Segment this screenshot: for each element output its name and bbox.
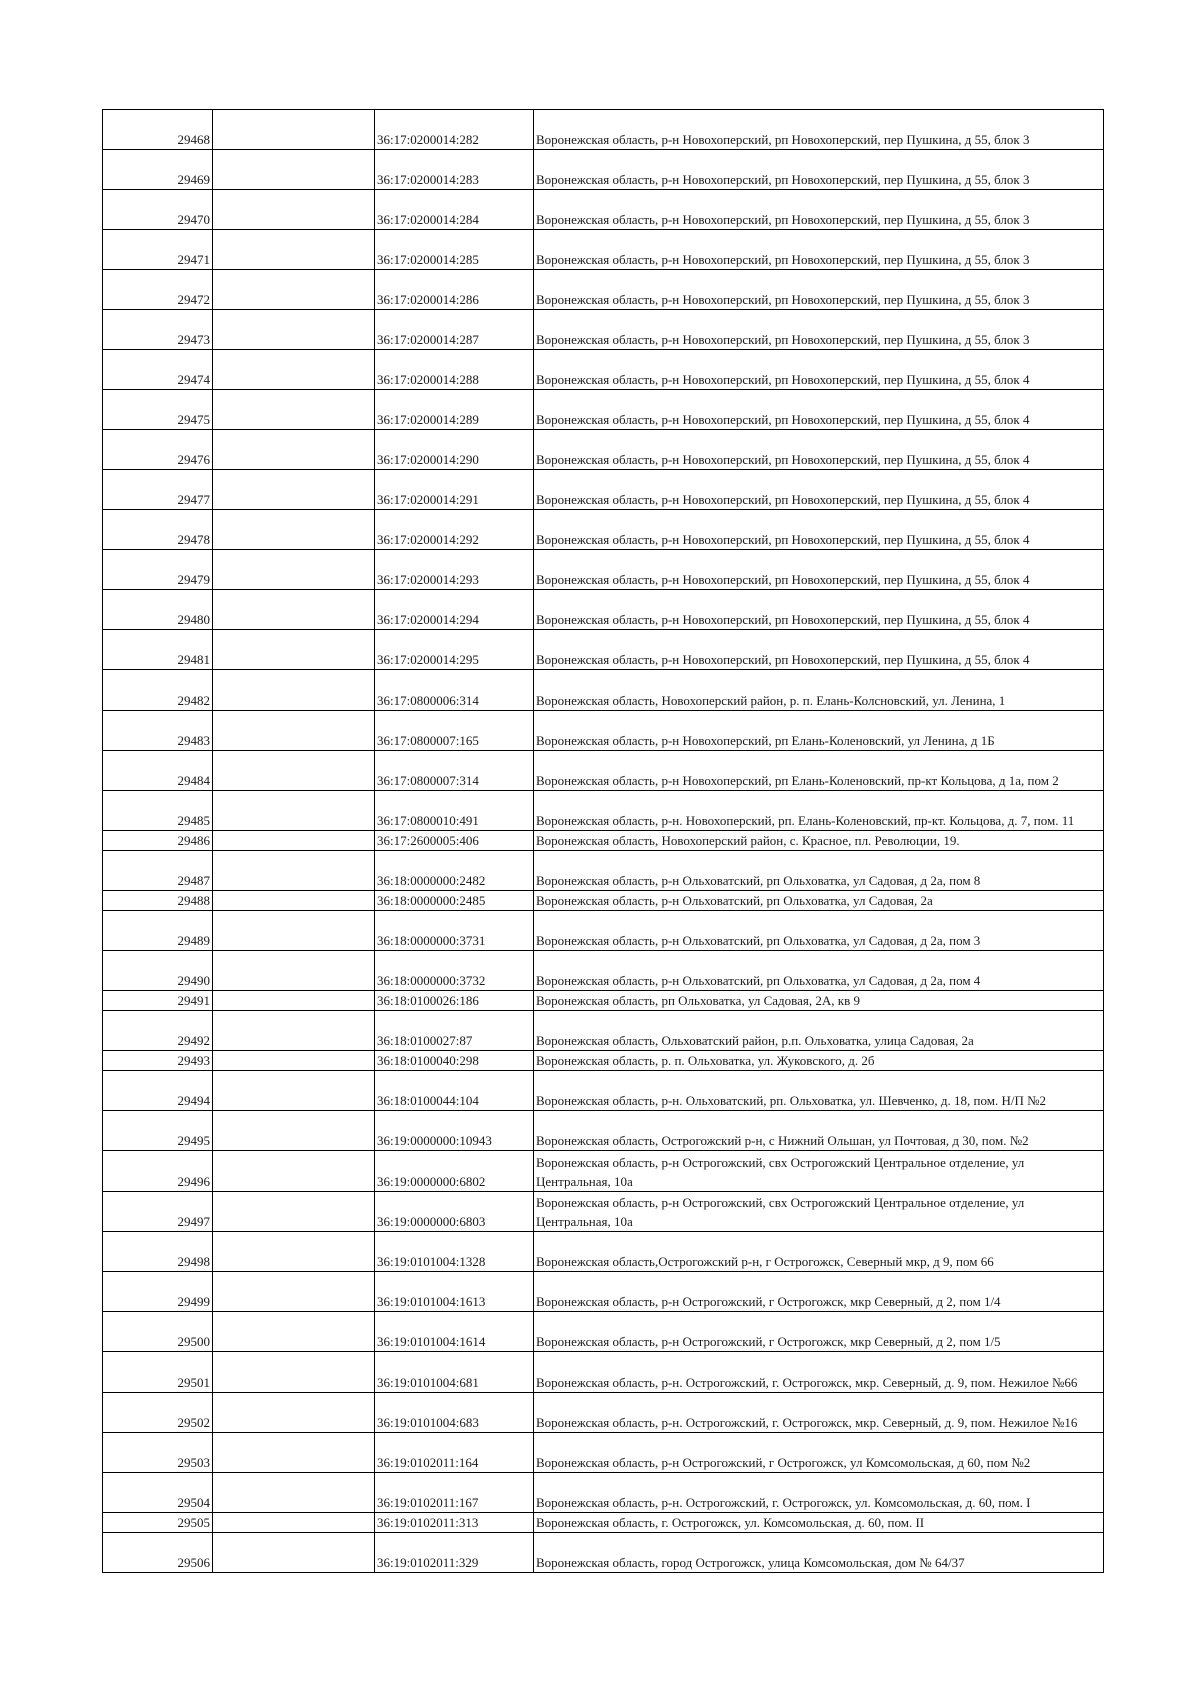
address-cell: Воронежская область, р-н Новохоперский, рп Елань-Коленовский, пр-кт Кольцова, д 1а, пом 2 (534, 751, 1104, 791)
address-cell: Воронежская область, р-н Новохоперский, рп Новохоперский, пер Пушкина, д 55, блок 4 (534, 470, 1104, 510)
cadastral-number-cell: 36:19:0101004:1328 (375, 1232, 534, 1272)
address-cell: Воронежская область, Острогожский р-н, с Нижний Ольшан, ул Почтовая, д 30, пом. №2 (534, 1111, 1104, 1151)
table-row (103, 1111, 1104, 1151)
cadastral-number-cell: 36:19:0101004:1614 (375, 1312, 534, 1352)
address-cell: Воронежская область, р-н Острогожский, г Острогожск, мкр Северный, д 2, пом 1/5 (534, 1312, 1104, 1352)
row-number-cell: 29486 (103, 831, 213, 851)
address-cell: Воронежская область, р-н Новохоперский, рп Новохоперский, пер Пушкина, д 55, блок 4 (534, 630, 1104, 670)
table-row (103, 430, 1104, 470)
row-number-cell: 29503 (103, 1433, 213, 1473)
cadastral-number-cell: 36:18:0100026:186 (375, 991, 534, 1011)
row-number-cell: 29495 (103, 1111, 213, 1151)
table-row (103, 590, 1104, 630)
address-cell: Воронежская область, р-н Новохоперский, рп Новохоперский, пер Пушкина, д 55, блок 4 (534, 590, 1104, 630)
address-cell: Воронежская область, р-н Ольховатский, рп Ольховатка, ул Садовая, 2а (534, 891, 1104, 911)
table-row (103, 350, 1104, 390)
empty-cell (213, 190, 375, 230)
cadastral-number-cell: 36:19:0102011:167 (375, 1473, 534, 1513)
cadastral-number-cell: 36:17:0800010:491 (375, 791, 534, 831)
table-row (103, 891, 1104, 911)
address-cell: Воронежская область, р-н Острогожский, свх Острогожский Центральное отделение, ул Центральная, 10а (534, 1192, 1104, 1232)
empty-cell (213, 270, 375, 310)
address-cell: Воронежская область, Ольховатский район, р.п. Ольховатка, улица Садовая, 2а (534, 1011, 1104, 1051)
empty-cell (213, 1011, 375, 1051)
empty-cell (213, 590, 375, 630)
cadastral-number-cell: 36:18:0000000:3732 (375, 951, 534, 991)
cadastral-number-cell: 36:19:0102011:329 (375, 1533, 534, 1573)
table-row (103, 190, 1104, 230)
cadastral-number-cell: 36:17:0200014:289 (375, 390, 534, 430)
table-row (103, 1312, 1104, 1352)
table-row (103, 1051, 1104, 1071)
address-cell: Воронежская область, р-н Новохоперский, рп Новохоперский, пер Пушкина, д 55, блок 3 (534, 150, 1104, 190)
row-number-cell: 29505 (103, 1513, 213, 1533)
table-row (103, 470, 1104, 510)
cadastral-number-cell: 36:17:0800007:165 (375, 711, 534, 751)
address-cell: Воронежская область, р-н Новохоперский, рп Новохоперский, пер Пушкина, д 55, блок 3 (534, 110, 1104, 150)
table-row (103, 851, 1104, 891)
cadastral-number-cell: 36:17:0200014:284 (375, 190, 534, 230)
table-row (103, 390, 1104, 430)
row-number-cell: 29489 (103, 911, 213, 951)
property-register-body (103, 110, 1104, 1573)
row-number-cell: 29492 (103, 1011, 213, 1051)
address-cell: Воронежская область, Новохоперский район, р. п. Елань-Колсновский, ул. Ленина, 1 (534, 670, 1104, 711)
empty-cell (213, 1312, 375, 1352)
table-row (103, 270, 1104, 310)
address-cell: Воронежская область, р-н Новохоперский, рп Новохоперский, пер Пушкина, д 55, блок 4 (534, 350, 1104, 390)
cadastral-number-cell: 36:17:0200014:295 (375, 630, 534, 670)
empty-cell (213, 550, 375, 590)
row-number-cell: 29471 (103, 230, 213, 270)
cadastral-number-cell: 36:17:0200014:287 (375, 310, 534, 350)
address-cell: Воронежская область, р-н. Острогожский, г. Острогожск, мкр. Северный, д. 9, пом. Нежилое №16 (534, 1393, 1104, 1433)
cadastral-number-cell: 36:17:0200014:290 (375, 430, 534, 470)
row-number-cell: 29483 (103, 711, 213, 751)
cadastral-number-cell: 36:17:0200014:282 (375, 110, 534, 150)
cadastral-number-cell: 36:18:0000000:3731 (375, 911, 534, 951)
cadastral-number-cell: 36:17:0800006:314 (375, 670, 534, 711)
table-row (103, 751, 1104, 791)
cadastral-number-cell: 36:17:0200014:291 (375, 470, 534, 510)
row-number-cell: 29470 (103, 190, 213, 230)
address-cell: Воронежская область, г. Острогожск, ул. Комсомольская, д. 60, пом. II (534, 1513, 1104, 1533)
empty-cell (213, 470, 375, 510)
row-number-cell: 29497 (103, 1192, 213, 1232)
row-number-cell: 29479 (103, 550, 213, 590)
address-cell: Воронежская область,Острогожский р-н, г Острогожск, Северный мкр, д 9, пом 66 (534, 1232, 1104, 1272)
address-cell: Воронежская область, р-н Ольховатский, рп Ольховатка, ул Садовая, д 2а, пом 8 (534, 851, 1104, 891)
empty-cell (213, 510, 375, 550)
cadastral-number-cell: 36:17:0200014:293 (375, 550, 534, 590)
address-cell: Воронежская область, город Острогожск, улица Комсомольская, дом № 64/37 (534, 1533, 1104, 1573)
empty-cell (213, 1473, 375, 1513)
empty-cell (213, 1051, 375, 1071)
address-cell: Воронежская область, р-н Острогожский, г Острогожск, мкр Северный, д 2, пом 1/4 (534, 1272, 1104, 1312)
address-cell: Воронежская область, р-н. Новохоперский, рп. Елань-Коленовский, пр-кт. Кольцова, д. 7, пом. 11 (534, 791, 1104, 831)
empty-cell (213, 851, 375, 891)
address-cell: Воронежская область, р-н Новохоперский, рп Новохоперский, пер Пушкина, д 55, блок 3 (534, 270, 1104, 310)
empty-cell (213, 350, 375, 390)
cadastral-number-cell: 36:19:0101004:1613 (375, 1272, 534, 1312)
property-register-table (102, 109, 1104, 1573)
row-number-cell: 29485 (103, 791, 213, 831)
empty-cell (213, 831, 375, 851)
row-number-cell: 29480 (103, 590, 213, 630)
table-row (103, 310, 1104, 350)
cadastral-number-cell: 36:18:0100044:104 (375, 1071, 534, 1111)
table-row (103, 670, 1104, 711)
cadastral-number-cell: 36:19:0000000:6803 (375, 1192, 534, 1232)
table-row (103, 1352, 1104, 1393)
empty-cell (213, 751, 375, 791)
table-row (103, 1433, 1104, 1473)
row-number-cell: 29474 (103, 350, 213, 390)
address-cell: Воронежская область, р-н Новохоперский, рп Елань-Коленовский, ул Ленина, д 1Б (534, 711, 1104, 751)
table-row (103, 110, 1104, 150)
empty-cell (213, 1192, 375, 1232)
row-number-cell: 29500 (103, 1312, 213, 1352)
table-row (103, 1272, 1104, 1312)
empty-cell (213, 1352, 375, 1393)
row-number-cell: 29493 (103, 1051, 213, 1071)
row-number-cell: 29482 (103, 670, 213, 711)
row-number-cell: 29496 (103, 1151, 213, 1192)
cadastral-number-cell: 36:18:0000000:2485 (375, 891, 534, 911)
row-number-cell: 29476 (103, 430, 213, 470)
empty-cell (213, 230, 375, 270)
row-number-cell: 29469 (103, 150, 213, 190)
row-number-cell: 29506 (103, 1533, 213, 1573)
address-cell: Воронежская область, р-н Острогожский, свх Острогожский Центральное отделение, ул Центральная, 10а (534, 1151, 1104, 1192)
cadastral-number-cell: 36:17:0800007:314 (375, 751, 534, 791)
row-number-cell: 29488 (103, 891, 213, 911)
cadastral-number-cell: 36:17:2600005:406 (375, 831, 534, 851)
address-cell: Воронежская область, Новохоперский район, с. Красное, пл. Революции, 19. (534, 831, 1104, 851)
table-row (103, 1513, 1104, 1533)
table-row (103, 550, 1104, 590)
empty-cell (213, 110, 375, 150)
empty-cell (213, 891, 375, 911)
table-row (103, 831, 1104, 851)
empty-cell (213, 1433, 375, 1473)
address-cell: Воронежская область, рп Ольховатка, ул Садовая, 2А, кв 9 (534, 991, 1104, 1011)
cadastral-number-cell: 36:19:0102011:164 (375, 1433, 534, 1473)
empty-cell (213, 1513, 375, 1533)
address-cell: Воронежская область, р-н Новохоперский, рп Новохоперский, пер Пушкина, д 55, блок 3 (534, 190, 1104, 230)
row-number-cell: 29498 (103, 1232, 213, 1272)
empty-cell (213, 1111, 375, 1151)
cadastral-number-cell: 36:17:0200014:294 (375, 590, 534, 630)
table-row (103, 630, 1104, 670)
table-row (103, 1393, 1104, 1433)
row-number-cell: 29481 (103, 630, 213, 670)
address-cell: Воронежская область, р-н Новохоперский, рп Новохоперский, пер Пушкина, д 55, блок 4 (534, 510, 1104, 550)
table-row (103, 1533, 1104, 1573)
cadastral-number-cell: 36:17:0200014:285 (375, 230, 534, 270)
table-row (103, 510, 1104, 550)
empty-cell (213, 150, 375, 190)
cadastral-number-cell: 36:18:0000000:2482 (375, 851, 534, 891)
empty-cell (213, 991, 375, 1011)
row-number-cell: 29484 (103, 751, 213, 791)
table-row (103, 230, 1104, 270)
address-cell: Воронежская область, р-н Новохоперский, рп Новохоперский, пер Пушкина, д 55, блок 3 (534, 310, 1104, 350)
empty-cell (213, 1393, 375, 1433)
empty-cell (213, 1151, 375, 1192)
address-cell: Воронежская область, р-н Острогожский, г Острогожск, ул Комсомольская, д 60, пом №2 (534, 1433, 1104, 1473)
cadastral-number-cell: 36:17:0200014:286 (375, 270, 534, 310)
table-row (103, 150, 1104, 190)
table-row (103, 1232, 1104, 1272)
cadastral-number-cell: 36:18:0100027:87 (375, 1011, 534, 1051)
address-cell: Воронежская область, р-н Новохоперский, рп Новохоперский, пер Пушкина, д 55, блок 4 (534, 550, 1104, 590)
table-row (103, 911, 1104, 951)
row-number-cell: 29501 (103, 1352, 213, 1393)
empty-cell (213, 630, 375, 670)
cadastral-number-cell: 36:19:0102011:313 (375, 1513, 534, 1533)
empty-cell (213, 1232, 375, 1272)
address-cell: Воронежская область, р-н Новохоперский, рп Новохоперский, пер Пушкина, д 55, блок 4 (534, 390, 1104, 430)
empty-cell (213, 310, 375, 350)
table-row (103, 1473, 1104, 1513)
row-number-cell: 29494 (103, 1071, 213, 1111)
address-cell: Воронежская область, р-н Новохоперский, рп Новохоперский, пер Пушкина, д 55, блок 4 (534, 430, 1104, 470)
table-row (103, 1011, 1104, 1051)
cadastral-number-cell: 36:19:0101004:681 (375, 1352, 534, 1393)
row-number-cell: 29478 (103, 510, 213, 550)
address-cell: Воронежская область, р-н. Острогожский, г. Острогожск, мкр. Северный, д. 9, пом. Нежилое №66 (534, 1352, 1104, 1393)
address-cell: Воронежская область, р-н Ольховатский, рп Ольховатка, ул Садовая, д 2а, пом 3 (534, 911, 1104, 951)
row-number-cell: 29473 (103, 310, 213, 350)
row-number-cell: 29487 (103, 851, 213, 891)
table-row (103, 1151, 1104, 1192)
cadastral-number-cell: 36:18:0100040:298 (375, 1051, 534, 1071)
empty-cell (213, 951, 375, 991)
table-row (103, 1192, 1104, 1232)
cadastral-number-cell: 36:17:0200014:288 (375, 350, 534, 390)
cadastral-number-cell: 36:17:0200014:292 (375, 510, 534, 550)
empty-cell (213, 791, 375, 831)
row-number-cell: 29490 (103, 951, 213, 991)
empty-cell (213, 430, 375, 470)
empty-cell (213, 670, 375, 711)
table-row (103, 791, 1104, 831)
row-number-cell: 29499 (103, 1272, 213, 1312)
row-number-cell: 29472 (103, 270, 213, 310)
row-number-cell: 29502 (103, 1393, 213, 1433)
address-cell: Воронежская область, р-н. Острогожский, г. Острогожск, ул. Комсомольская, д. 60, пом. I (534, 1473, 1104, 1513)
cadastral-number-cell: 36:19:0000000:6802 (375, 1151, 534, 1192)
row-number-cell: 29491 (103, 991, 213, 1011)
empty-cell (213, 1272, 375, 1312)
empty-cell (213, 390, 375, 430)
address-cell: Воронежская область, р. п. Ольховатка, ул. Жуковского, д. 2б (534, 1051, 1104, 1071)
empty-cell (213, 1533, 375, 1573)
row-number-cell: 29475 (103, 390, 213, 430)
row-number-cell: 29477 (103, 470, 213, 510)
cadastral-number-cell: 36:19:0000000:10943 (375, 1111, 534, 1151)
cadastral-number-cell: 36:17:0200014:283 (375, 150, 534, 190)
table-row (103, 711, 1104, 751)
table-row (103, 991, 1104, 1011)
table-row (103, 951, 1104, 991)
empty-cell (213, 1071, 375, 1111)
row-number-cell: 29468 (103, 110, 213, 150)
row-number-cell: 29504 (103, 1473, 213, 1513)
table-row (103, 1071, 1104, 1111)
empty-cell (213, 911, 375, 951)
address-cell: Воронежская область, р-н Ольховатский, рп Ольховатка, ул Садовая, д 2а, пом 4 (534, 951, 1104, 991)
address-cell: Воронежская область, р-н. Ольховатский, рп. Ольховатка, ул. Шевченко, д. 18, пом. Н/П №2 (534, 1071, 1104, 1111)
empty-cell (213, 711, 375, 751)
address-cell: Воронежская область, р-н Новохоперский, рп Новохоперский, пер Пушкина, д 55, блок 3 (534, 230, 1104, 270)
cadastral-number-cell: 36:19:0101004:683 (375, 1393, 534, 1433)
